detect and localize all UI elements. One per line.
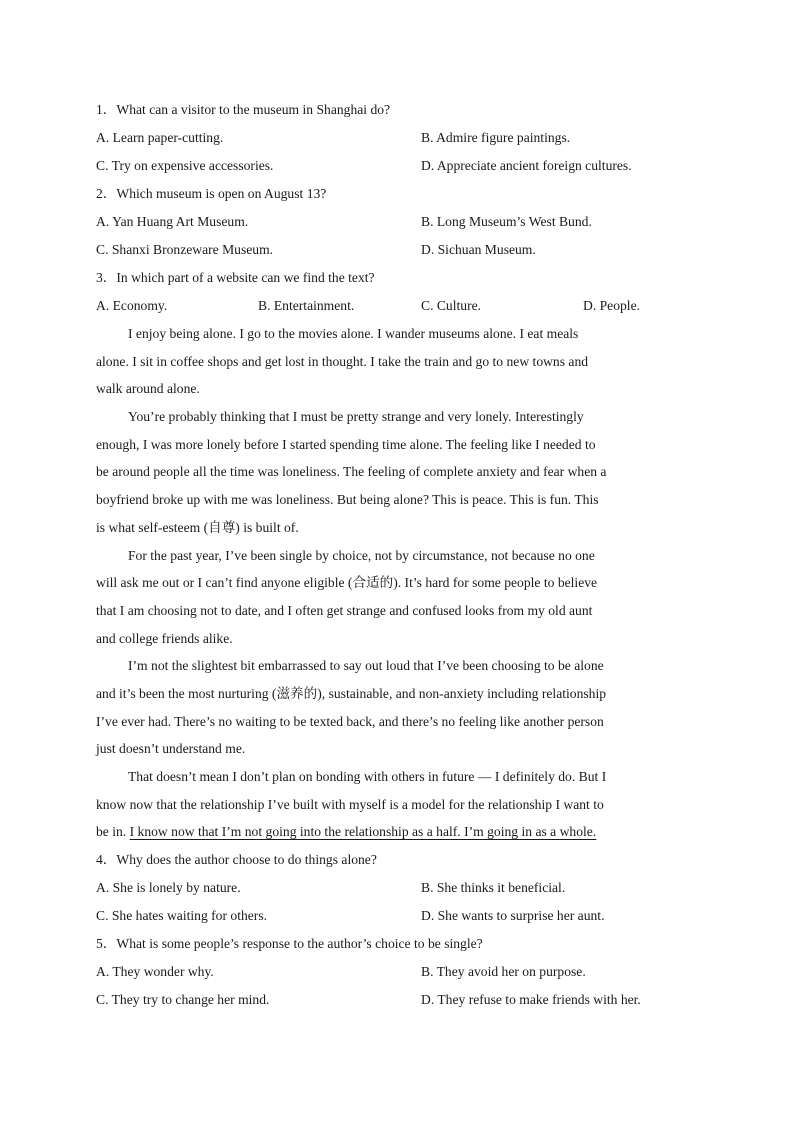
- option-1d: D. Appreciate ancient foreign cultures.: [421, 158, 632, 173]
- passage-line: just doesn’t understand me.: [96, 741, 246, 757]
- option-3b: B. Entertainment.: [258, 298, 355, 313]
- question-5-options-row-1: [96, 958, 700, 986]
- passage-line: I’m not the slightest bit embarrassed to say out loud that I’ve been choosing to be alone: [128, 658, 604, 674]
- question-1-stem: 1．What can a visitor to the museum in Shanghai do?: [96, 102, 391, 117]
- question-4-options-row-1: [96, 874, 700, 902]
- passage-line: and it’s been the most nurturing (滋养的), sustainable, and non-anxiety including relationship: [96, 685, 607, 701]
- option-3c: C. Culture.: [421, 298, 482, 313]
- option-4b: B. She thinks it beneficial.: [421, 880, 566, 896]
- passage-line: alone. I sit in coffee shops and get lost in thought. I take the train and go to new towns and: [96, 353, 589, 369]
- passage-line: That doesn’t mean I don’t plan on bonding with others in future — I definitely do. But I: [128, 769, 607, 784]
- passage-last-line: [96, 818, 700, 846]
- underlined-sentence: I know now that I’m not going into the relationship as a half. I’m going in as a whole.: [129, 824, 597, 840]
- passage-line: will ask me out or I can’t find anyone eligible (合适的). It’s hard for some people to believe: [96, 575, 598, 591]
- exam-page: [96, 96, 700, 1014]
- option-5d: D. They refuse to make friends with her.: [421, 992, 641, 1008]
- passage-paragraph-5: [96, 763, 700, 846]
- option-5c: C. They try to change her mind.: [96, 992, 270, 1008]
- option-2a: A. Yan Huang Art Museum.: [96, 214, 249, 229]
- passage-line: enough, I was more lonely before I started spending time alone. The feeling like I needed to: [96, 436, 596, 452]
- passage-line: I enjoy being alone. I go to the movies alone. I wander museums alone. I eat meals: [128, 326, 579, 341]
- question-5-stem: 5．What is some people’s response to the author’s choice to be single?: [96, 936, 483, 952]
- passage-paragraph-2: [96, 403, 700, 541]
- option-4a: A. She is lonely by nature.: [96, 880, 241, 896]
- passage-line: boyfriend broke up with me was loneliness. But being alone? This is peace. This is fun. This: [96, 492, 599, 508]
- question-5-options-row-2: [96, 986, 700, 1014]
- passage-line: walk around alone.: [96, 381, 200, 397]
- option-3d: D. People.: [583, 298, 641, 313]
- option-2c: C. Shanxi Bronzeware Museum.: [96, 242, 274, 257]
- passage-line-prefix: be in.: [96, 824, 130, 840]
- question-1-options-row-2: [96, 152, 700, 180]
- option-1b: B. Admire figure paintings.: [421, 130, 571, 145]
- option-1a: A. Learn paper-cutting.: [96, 130, 224, 145]
- passage-line: You’re probably thinking that I must be pretty strange and very lonely. Interestingly: [128, 409, 584, 425]
- passage-line: know now that the relationship I’ve built with myself is a model for the relationship I want to: [96, 796, 604, 812]
- option-2b: B. Long Museum’s West Bund.: [421, 214, 592, 229]
- passage-line: For the past year, I’ve been single by choice, not by circumstance, not because no one: [128, 547, 595, 563]
- passage-line: I’ve ever had. There’s no waiting to be texted back, and there’s no feeling like another person: [96, 713, 604, 729]
- question-4-stem: 4．Why does the author choose to do things alone?: [96, 852, 377, 868]
- passage-paragraph-4: [96, 652, 700, 763]
- option-5a: A. They wonder why.: [96, 964, 214, 980]
- passage-line: be around people all the time was loneliness. The feeling of complete anxiety and fear when a: [96, 464, 607, 480]
- question-4-options-row-2: [96, 902, 700, 930]
- option-5b: B. They avoid her on purpose.: [421, 964, 586, 980]
- question-2-options-row-1: [96, 208, 700, 236]
- option-3a: A. Economy.: [96, 298, 168, 313]
- passage-paragraph-3: [96, 542, 700, 653]
- option-4d: D. She wants to surprise her aunt.: [421, 908, 605, 924]
- question-3-stem: 3．In which part of a website can we find the text?: [96, 270, 375, 285]
- passage-paragraph-1: [96, 320, 700, 403]
- passage-line: and college friends alike.: [96, 630, 233, 646]
- question-3-options: [96, 292, 700, 320]
- question-1-options-row-1: [96, 124, 700, 152]
- option-4c: C. She hates waiting for others.: [96, 908, 268, 924]
- question-2-stem: 2．Which museum is open on August 13?: [96, 186, 327, 201]
- passage-line: that I am choosing not to date, and I often get strange and confused looks from my old aunt: [96, 602, 593, 618]
- option-2d: D. Sichuan Museum.: [421, 242, 536, 257]
- question-2-options-row-2: [96, 236, 700, 264]
- passage-line: is what self-esteem (自尊) is built of.: [96, 519, 299, 535]
- option-1c: C. Try on expensive accessories.: [96, 158, 274, 173]
